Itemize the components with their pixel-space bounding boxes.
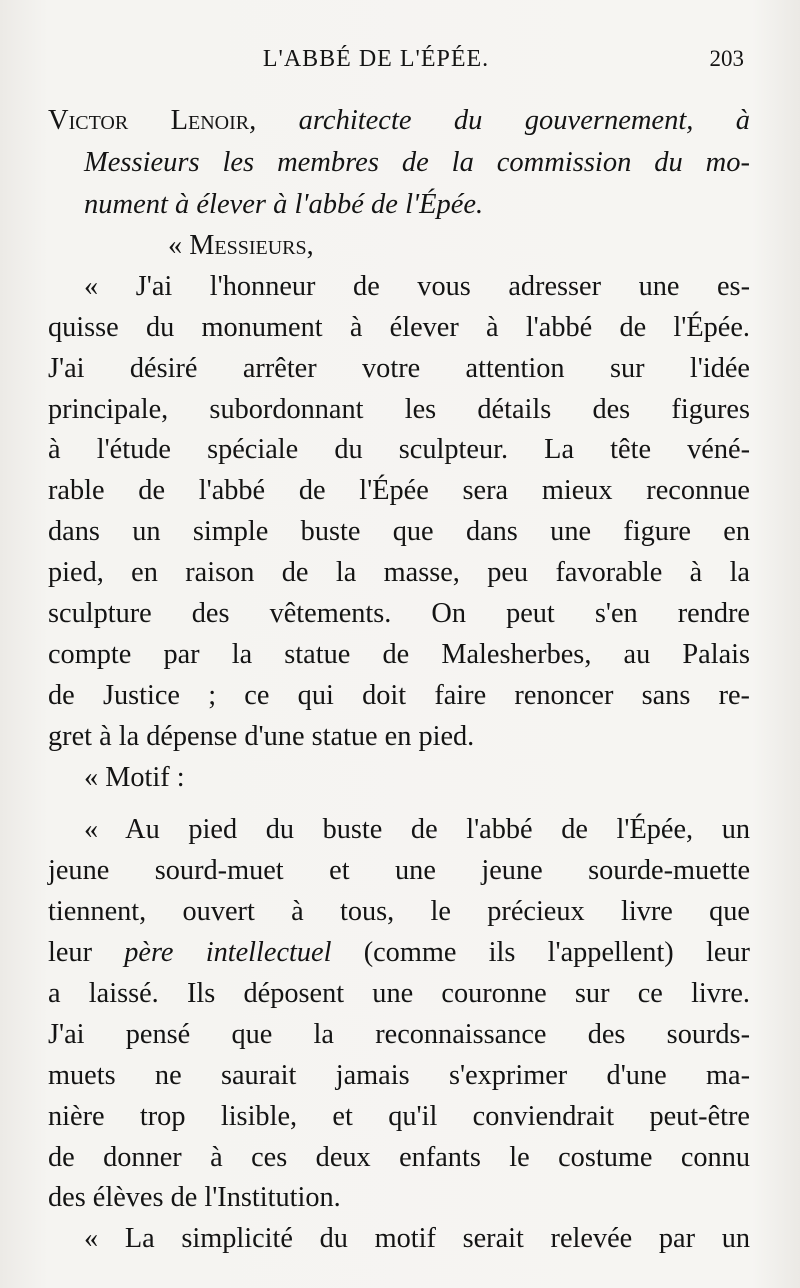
letter-header-line: Messieurs les membres de la commission du mo-	[84, 147, 750, 178]
text-line: à l'étude spéciale du sculpteur. La tête véné-	[48, 434, 750, 466]
spacer	[48, 798, 750, 810]
text-line: de Justice ; ce qui doit faire renoncer sans re-	[48, 679, 750, 711]
paragraph-3-start: « La simplicité du motif serait relevée par un	[84, 1223, 750, 1255]
text-line: leur père intellectuel (comme ils l'appellent) leur	[48, 937, 750, 969]
letter-header	[48, 100, 750, 226]
text-line: muets ne saurait jamais s'exprimer d'une ma-	[48, 1059, 750, 1091]
page-number: 203	[709, 46, 744, 71]
text-line: tiennent, ouvert à tous, le précieux livre que	[48, 896, 750, 928]
paragraph-2	[48, 810, 750, 1219]
text-line: a laissé. Ils déposent une couronne sur ce livre.	[48, 978, 750, 1010]
text-line: des élèves de l'Institution.	[48, 1182, 341, 1214]
letter-header-line	[48, 100, 750, 142]
text-line: pied, en raison de la masse, peu favorable à la	[48, 557, 750, 589]
text-line: nière trop lisible, et qu'il conviendrait peut-être	[48, 1100, 750, 1132]
text-line: compte par la statue de Malesherbes, au Palais	[48, 638, 750, 670]
paragraph-1	[48, 267, 750, 758]
text-line: « J'ai l'honneur de vous adresser une es-	[84, 270, 750, 302]
text-line: rable de l'abbé de l'Épée sera mieux reconnue	[48, 475, 750, 507]
text-line: quisse du monument à élever à l'abbé de l'Épée.	[48, 311, 750, 343]
author-name: Victor Lenoir	[48, 105, 250, 136]
text-line: J'ai désiré arrêter votre attention sur l'idée	[48, 352, 750, 384]
letter-header-line: nument à élever à l'abbé de l'Épée.	[84, 189, 484, 220]
text-line: principale, subordonnant les détails des figures	[48, 393, 750, 425]
text-line: de donner à ces deux enfants le costume connu	[48, 1141, 750, 1173]
motif-heading: « Motif :	[84, 761, 185, 793]
body-text	[48, 100, 750, 1260]
text-line: jeune sourd-muet et une jeune sourde-muette	[48, 855, 750, 887]
text-line: sculpture des vêtements. On peut s'en rendre	[48, 598, 750, 630]
salutation: « Messieurs,	[168, 230, 314, 261]
text-line: J'ai pensé que la reconnaissance des sourds-	[48, 1018, 750, 1050]
running-head	[48, 44, 744, 78]
text-line: « Au pied du buste de l'abbé de l'Épée, un	[84, 814, 750, 846]
text-line: gret à la dépense d'une statue en pied.	[48, 720, 475, 752]
author-title: , architecte du gouvernement, à	[249, 105, 751, 136]
text-line: dans un simple buste que dans une figure en	[48, 516, 750, 548]
italic-phrase: père intellectuel	[124, 937, 332, 969]
running-title: L'ABBÉ DE L'ÉPÉE.	[262, 46, 490, 72]
